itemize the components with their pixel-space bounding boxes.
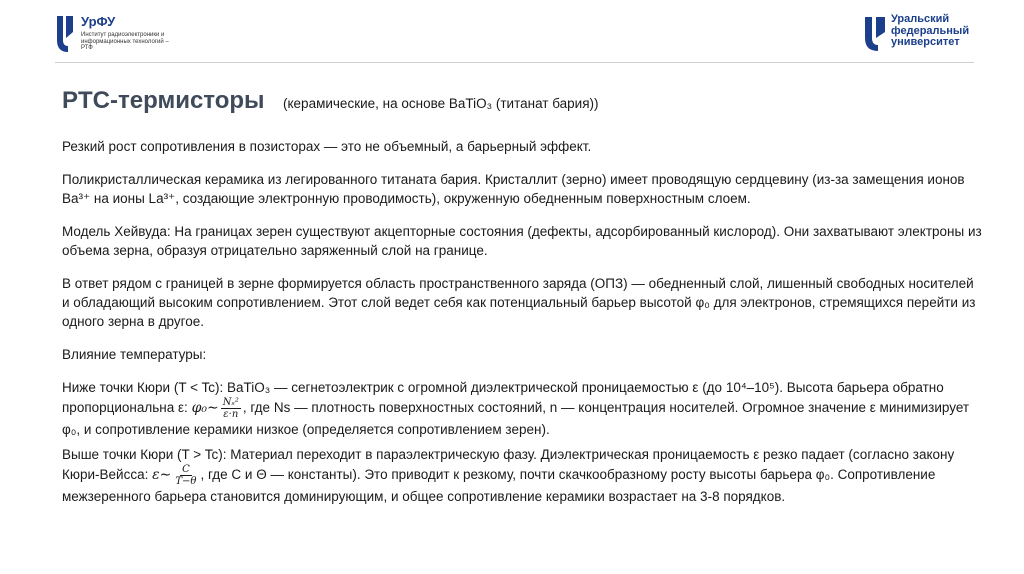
curie-weiss-numerator: C [182,464,190,475]
university-name [891,14,969,49]
curie-weiss-formula-fraction [173,464,198,487]
title-note: (керамические, на основе BaTiO₃ (титанат бария)) [283,96,599,111]
above-curie-text-2: , где C и Θ — константы). Это приводит к резкому, почти скачкообразному росту высоты барьера φ₀. Сопротивление межзеренного барьера становится доминирующим, и общее сопротивление керамики возрастает на 3-8 порядков. [62,467,936,504]
university-name-line3: университет [891,36,960,48]
paragraph-ceramic: Поликристаллическая керамика из легированного титаната бария. Кристаллит (зерно) имеет проводящую сердцевину (из-за замещения ионов Ba³⁺ на ионы La³⁺, создающие электронную проводимость), окруженную обедненным поверхностным слоем. [62,172,965,206]
barrier-formula-fraction [221,397,241,420]
barrier-formula-lhs: φ₀∼ [191,400,219,417]
urfu-logo-right [864,14,984,54]
university-name-line1: Уральский [891,13,950,25]
urfu-logo-left [55,14,169,64]
paragraph-depletion-layer: В ответ рядом с границей в зерне формируется область пространственного заряда (ОПЗ) — обедненный слой, лишенный свободных носителей и обладающий высоким сопротивлением. Этот слой ведет себя как потенциальный барьер высотой φ₀ для электронов, стремящихся перейти из одного зерна в другое. [62,276,976,329]
urfu-emblem-icon [55,14,75,54]
barrier-formula-numerator: Nₛ² [222,397,239,408]
title-main: PTC-термисторы [62,87,265,114]
slide-body [62,137,982,520]
paragraph-temperature-heading: Влияние температуры: [62,347,207,362]
curie-weiss-formula-lhs: ε∼ [152,467,172,484]
below-curie-text-1: Ниже точки Кюри (T < Tc): BaTiO₃ — сегнетоэлектрик с огромной диэлектрической проницаемостью ε (до 10⁴–10⁵). Высота барьера обратно пропорциональна ε: [62,380,944,416]
header-divider [55,62,974,63]
above-curie-text-1: Выше точки Кюри (T > Tc): Материал переходит в параэлектрическую фазу. Диэлектрическая проницаемость ε резко падает (согласно закону Кюри-Вейсса: [62,447,955,483]
urfu-emblem-icon [864,16,886,52]
slide-title [62,87,599,115]
barrier-formula-denominator: ε·n [223,409,239,420]
paragraph-heywood-model: Модель Хейвуда: На границах зерен существуют акцепторные состояния (дефекты, адсорбированный кислород). Они захватывают электроны из объема зерна, образуя отрицательно заряженный слой на границе. [62,224,982,258]
below-curie-text-2: , где Ns — плотность поверхностных состояний, n — концентрация носителей. Огромное значение ε минимизирует φ₀, и сопротивление керамики низкое (определяется сопротивлением зерен). [62,400,970,437]
curie-weiss-denominator: T−θ [175,476,197,487]
paragraph-below-curie [62,378,982,439]
paragraph-above-curie [62,445,982,506]
logo-subtitle: Институт радиоэлектроники и информационных технологий – РТФ [81,32,169,51]
paragraph-intro: Резкий рост сопротивления в позисторах — это не объемный, а барьерный эффект. [62,139,592,154]
logo-abbr: УрФУ [81,14,116,29]
university-name-line2: федеральный [891,24,970,37]
